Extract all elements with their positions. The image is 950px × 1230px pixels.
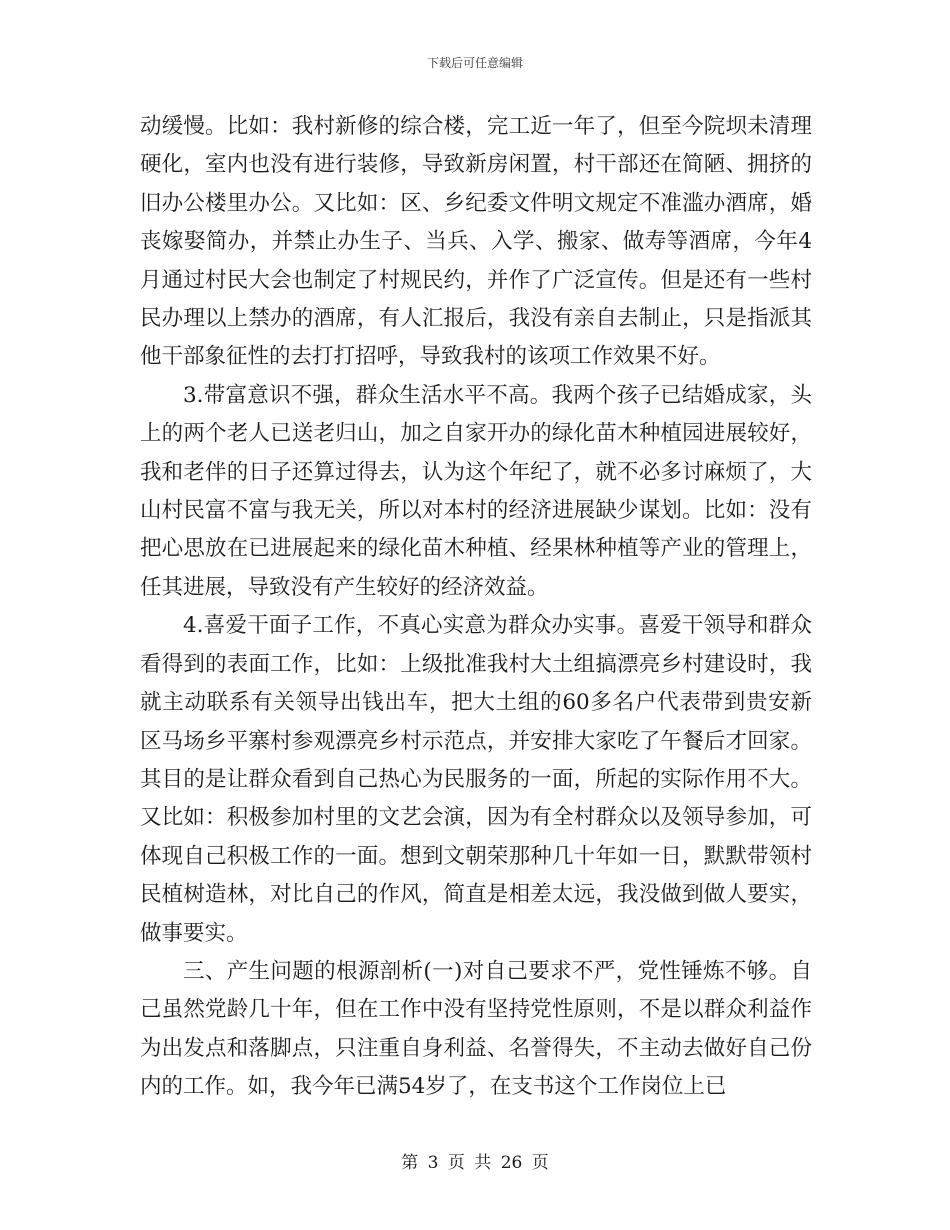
paragraph-1: 动缓慢。比如：我村新修的综合楼，完工近一年了，但至今院坝未清理硬化，室内也没有进行装修，导致新房闲置，村干部还在简陋、拥挤的旧办公楼里办公。又比如：区、乡纪委文件明文规定不准滥办酒席，婚丧嫁娶简办，并禁止办生子、当兵、入学、搬家、做寿等酒席，今年4月通过村民大会也制定了村规民约，并作了广泛宣传。但是还有一些村民办理以上禁办的酒席，有人汇报后，我没有亲自去制止，只是指派其他干部象征性的去打打招呼，导致我村的该项工作效果不好。 (140, 114, 812, 370)
paragraph-4: 三、产生问题的根源剖析(一)对自己要求不严，党性锤炼不够。自己虽然党龄几十年，但在工作中没有坚持党性原则，不是以群众利益作为出发点和落脚点，只注重自身利益、名誉得失，不主动去做好自己份内的工作。如，我今年已满54岁了，在支书这个工作岗位上已 (140, 958, 812, 1100)
page-header: 下载后可任意编辑 (426, 56, 523, 70)
paragraph-2: 3.带富意识不强，群众生活水平不高。我两个孩子已结婚成家，头上的两个老人已送老归山，加之自家开办的绿化苗木种植园进展较好，我和老伴的日子还算过得去，认为这个年纪了，就不必多讨麻烦了，大山村民富不富与我无关，所以对本村的经济进展缺少谋划。比如：没有把心思放在已进展起来的绿化苗木种植、经果林种植等产业的管理上，任其进展，导致没有产生较好的经济效益。 (140, 382, 812, 600)
page-number-footer: 第 3 页 共 26 页 (401, 1153, 549, 1173)
paragraph-3: 4.喜爱干面子工作，不真心实意为群众办实事。喜爱干领导和群众看得到的表面工作，比如：上级批准我村大土组搞漂亮乡村建设时，我就主动联系有关领导出钱出车，把大土组的60多名户代表带到贵安新区马场乡平寨村参观漂亮乡村示范点，并安排大家吃了午餐后才回家。其目的是让群众看到自己热心为民服务的一面，所起的实际作用不大。又比如：积极参加村里的文艺会演，因为有全村群众以及领导参加，可体现自己积极工作的一面。想到文朝荣那种几十年如一日，默默带领村民植树造林，对比自己的作风，简直是相差太远，我没做到做人要实，做事要实。 (140, 613, 812, 946)
document-body (140, 108, 812, 1107)
